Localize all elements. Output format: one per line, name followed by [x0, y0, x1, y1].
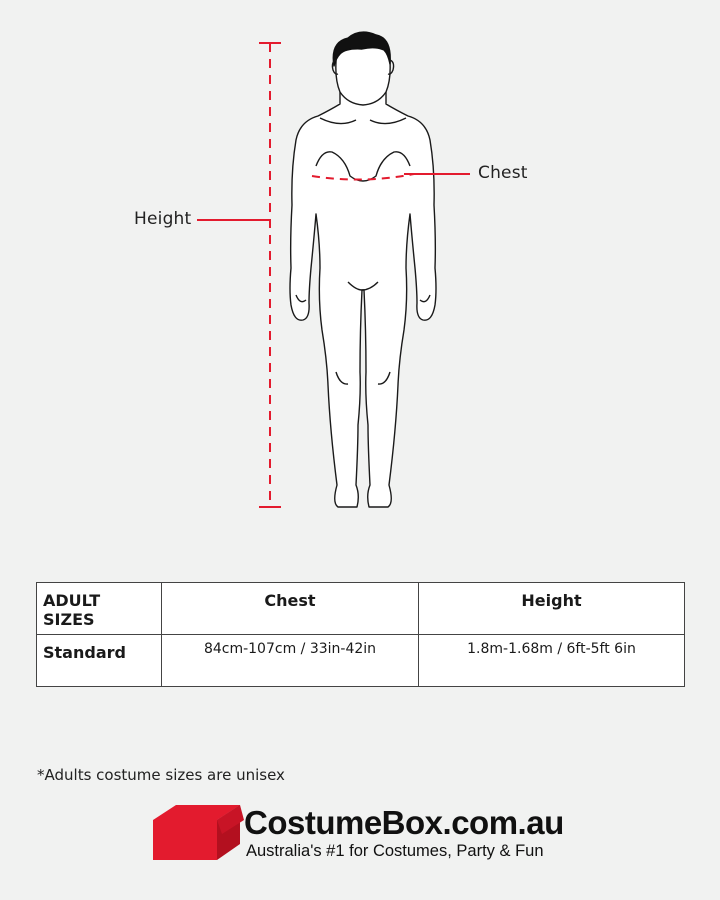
table-header-row [37, 583, 685, 635]
size-name-cell: Standard [37, 635, 162, 687]
header-height: Height [419, 583, 685, 635]
unisex-note: *Adults costume sizes are unisex [37, 766, 285, 784]
height-label: Height [134, 209, 192, 229]
header-adult-sizes: ADULT SIZES [37, 583, 162, 635]
human-outline [290, 32, 436, 507]
height-value-cell: 1.8m-1.68m / 6ft-5ft 6in [419, 635, 685, 687]
chest-value-cell: 84cm-107cm / 33in-42in [162, 635, 419, 687]
header-chest: Chest [162, 583, 419, 635]
table-row [37, 635, 685, 687]
brand-name: CostumeBox.com.au [244, 804, 564, 841]
size-chart-table [36, 582, 685, 687]
brand-tagline: Australia's #1 for Costumes, Party & Fun [246, 842, 544, 860]
height-measure-line [197, 43, 281, 507]
chest-label: Chest [478, 163, 528, 183]
